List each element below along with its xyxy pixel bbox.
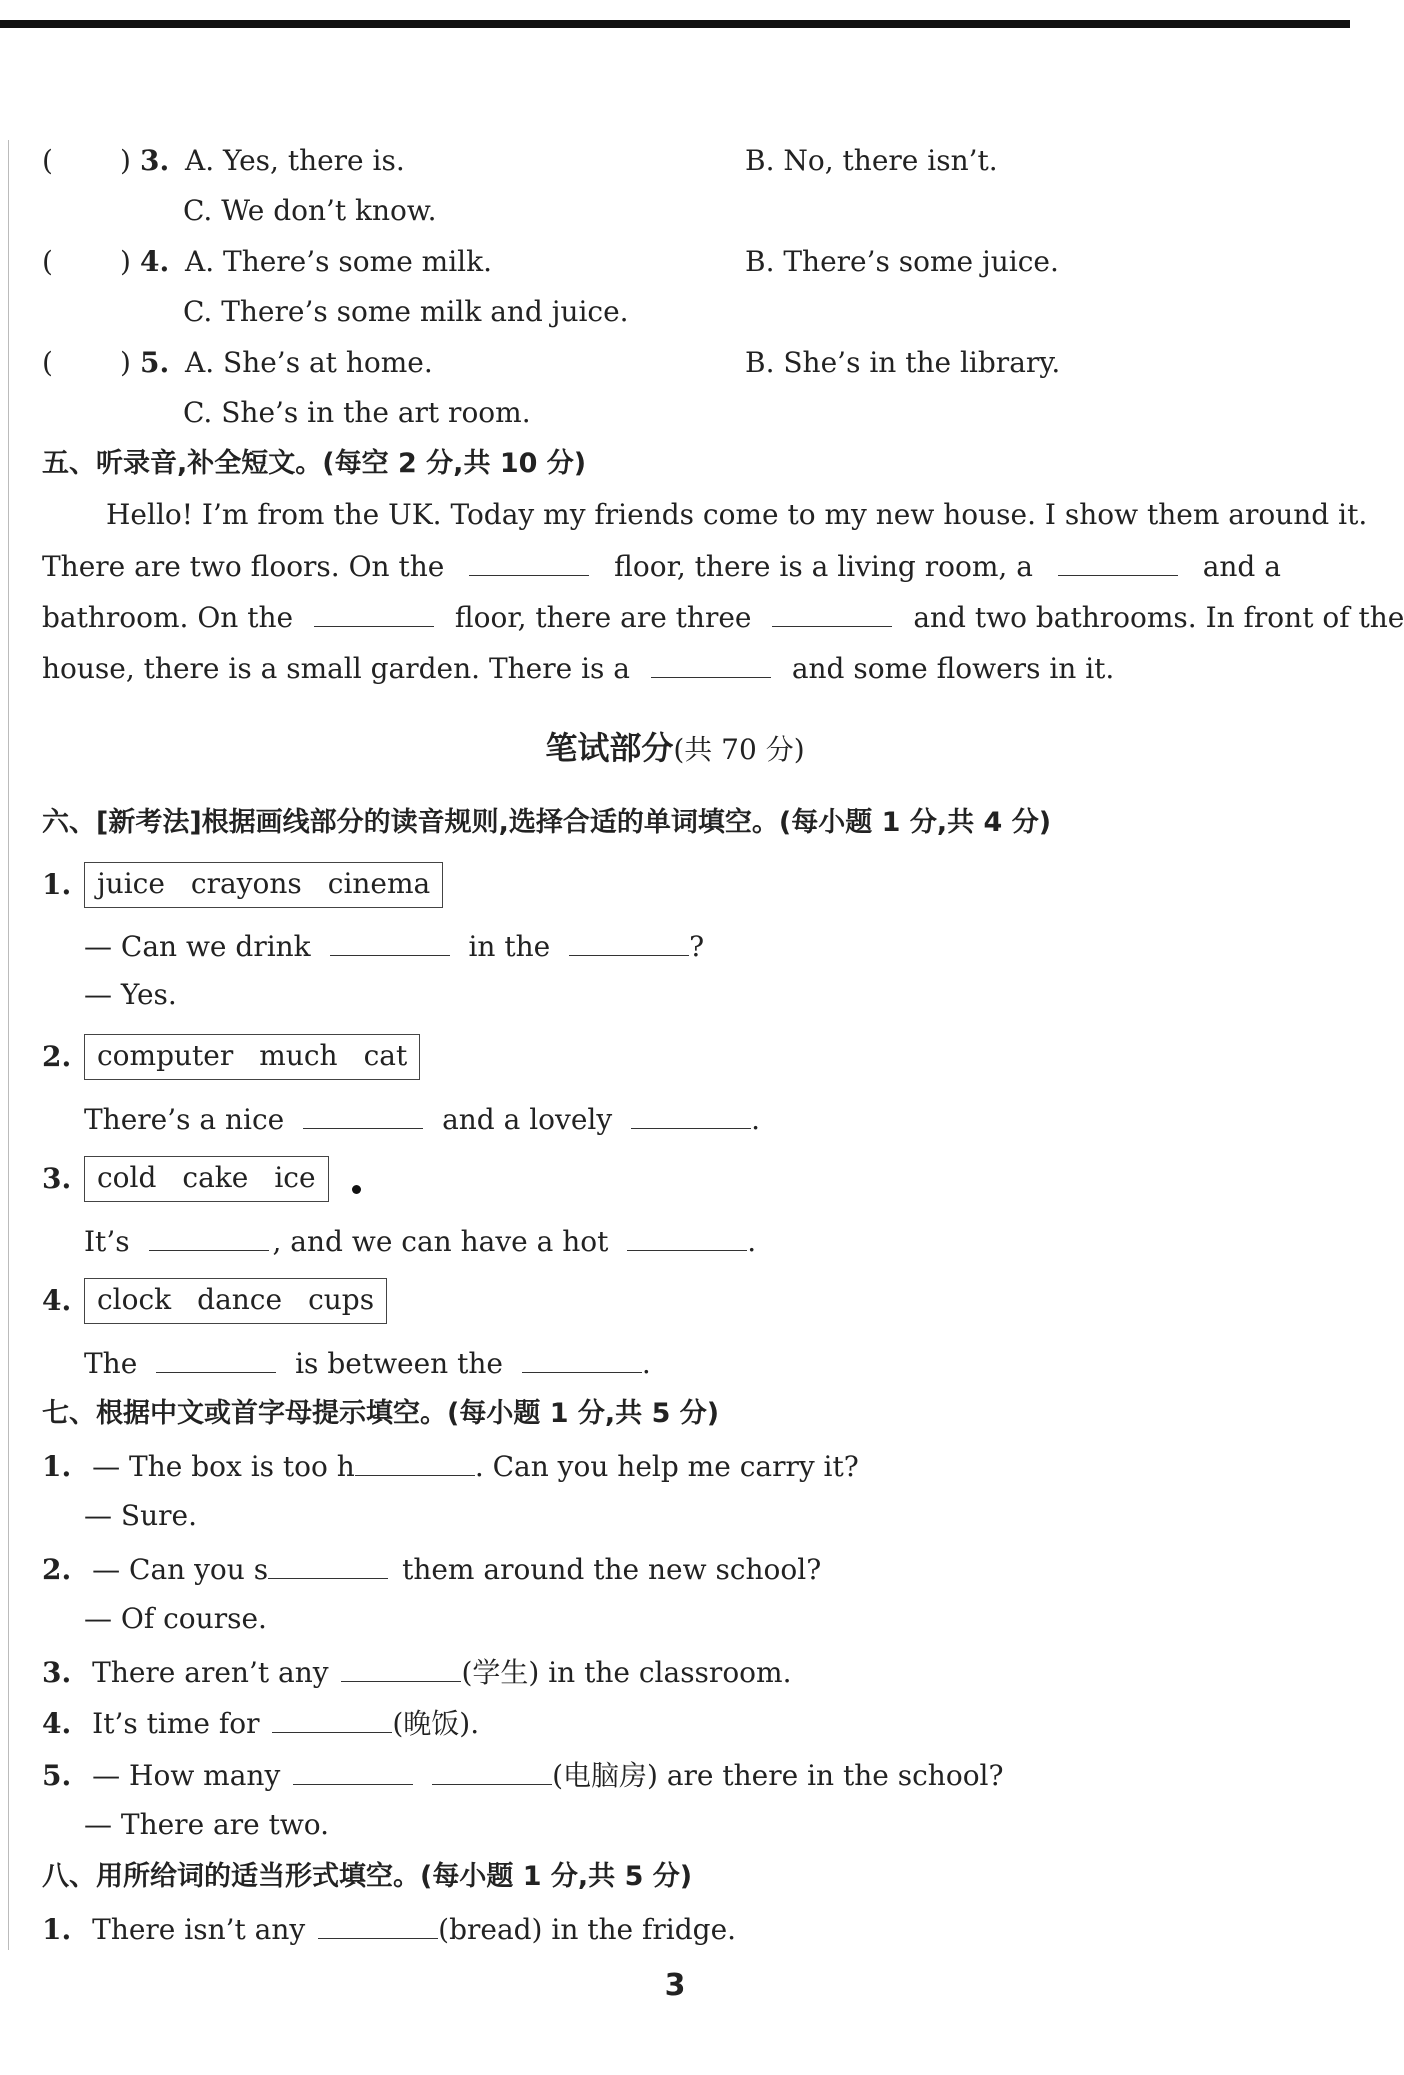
sentence-text: — Can we drink: [84, 930, 311, 963]
sentence-text: There aren’t any: [92, 1656, 329, 1689]
question-number: 4.: [42, 1707, 72, 1740]
sentence-text: (学生) in the classroom.: [461, 1656, 792, 1689]
blank[interactable]: [355, 1445, 475, 1476]
sentence-text: . Can you help me carry it?: [474, 1450, 859, 1483]
sentence-text: (晚饭).: [392, 1707, 480, 1740]
question-number: 1.: [42, 1450, 72, 1483]
blank-2[interactable]: [1058, 545, 1178, 576]
blank[interactable]: [627, 1220, 747, 1251]
question-number: 5.: [140, 346, 170, 379]
top-rule: [0, 20, 1350, 28]
word: much: [259, 1039, 338, 1072]
ink-dot: [352, 1185, 361, 1194]
blank[interactable]: [156, 1342, 276, 1373]
blank-4[interactable]: [772, 596, 892, 627]
question-number: 4.: [42, 1284, 72, 1317]
blank[interactable]: [268, 1548, 388, 1579]
page-number: 3: [664, 1968, 686, 2003]
passage-text: and two bathrooms. In front of the: [913, 601, 1404, 634]
word: cold: [97, 1161, 157, 1194]
sentence-text: — How many: [92, 1759, 281, 1792]
word: cups: [308, 1283, 375, 1316]
question-number: 3.: [140, 144, 170, 177]
section8-title: 八、用所给词的适当形式填空。(每小题 1 分,共 5 分): [42, 1861, 693, 1892]
word-box: [84, 1156, 329, 1202]
blank[interactable]: [631, 1098, 751, 1129]
word: cinema: [327, 867, 431, 900]
answer-paren[interactable]: (: [42, 144, 53, 177]
blank[interactable]: [303, 1098, 423, 1129]
sentence-text: .: [641, 1347, 651, 1380]
answer-paren[interactable]: (: [42, 346, 53, 379]
option-c: C. We don’t know.: [183, 194, 437, 227]
option-a: A. There’s some milk.: [185, 245, 493, 278]
word: clock: [97, 1283, 172, 1316]
blank[interactable]: [341, 1651, 461, 1682]
word: crayons: [190, 867, 302, 900]
sentence-text: them around the new school?: [402, 1553, 822, 1586]
margin-line: [8, 140, 9, 1950]
passage-text: and some flowers in it.: [791, 652, 1115, 685]
sentence-text: It’s: [84, 1225, 130, 1258]
sentence-text: There’s a nice: [84, 1103, 285, 1136]
passage-text: bathroom. On the: [42, 601, 294, 634]
sentence-text: .: [747, 1225, 757, 1258]
blank-1[interactable]: [469, 545, 589, 576]
blank[interactable]: [149, 1220, 269, 1251]
passage-text: floor, there is a living room, a: [614, 550, 1033, 583]
blank[interactable]: [522, 1342, 642, 1373]
sentence-text: .: [751, 1103, 760, 1136]
passage-line-1: Hello! I’m from the UK. Today my friends come to my new house. I show them around it.: [106, 498, 1368, 531]
option-b: B. She’s in the library.: [745, 346, 1061, 379]
sentence-text: The: [84, 1347, 138, 1380]
option-c: C. She’s in the art room.: [183, 396, 531, 429]
option-c: C. There’s some milk and juice.: [183, 295, 629, 328]
reply-text: — Yes.: [84, 978, 177, 1011]
option-a: A. She’s at home.: [185, 346, 433, 379]
blank[interactable]: [318, 1908, 438, 1939]
blank[interactable]: [272, 1702, 392, 1733]
option-b: B. No, there isn’t.: [745, 144, 998, 177]
passage-text: floor, there are three: [454, 601, 752, 634]
sentence-text: in the: [468, 930, 551, 963]
word: dance: [197, 1283, 283, 1316]
sentence-text: (bread) in the fridge.: [438, 1913, 737, 1946]
word: juice: [97, 867, 165, 900]
sentence-text: and a lovely: [442, 1103, 613, 1136]
sentence-text: It’s time for: [92, 1707, 260, 1740]
section7-title: 七、根据中文或首字母提示填空。(每小题 1 分,共 5 分): [42, 1398, 720, 1429]
sentence-text: There isn’t any: [92, 1913, 306, 1946]
word-box: [84, 1034, 420, 1080]
word-box: [84, 1278, 387, 1324]
sentence-text: ?: [689, 930, 705, 963]
passage-text: There are two floors. On the: [42, 550, 445, 583]
blank-5[interactable]: [651, 647, 771, 678]
sentence-text: , and we can have a hot: [272, 1225, 609, 1258]
option-b: B. There’s some juice.: [745, 245, 1059, 278]
question-number: 1.: [42, 868, 72, 901]
answer-paren[interactable]: (: [42, 245, 53, 278]
section5-title: 五、听录音,补全短文。(每空 2 分,共 10 分): [42, 448, 587, 479]
reply-text: — Of course.: [84, 1602, 267, 1635]
sentence-text: (电脑房) are there in the school?: [552, 1759, 1004, 1792]
reply-text: — Sure.: [84, 1499, 197, 1532]
word-box: [84, 862, 443, 908]
word: cat: [363, 1039, 408, 1072]
blank-3[interactable]: [314, 596, 434, 627]
reply-text: — There are two.: [84, 1808, 330, 1841]
question-number: 1.: [42, 1913, 72, 1946]
blank[interactable]: [293, 1754, 413, 1785]
option-a: A. Yes, there is.: [185, 144, 405, 177]
written-part-title: 笔试部分: [545, 729, 674, 767]
written-part-header: [0, 728, 1350, 770]
word: cake: [182, 1161, 249, 1194]
sentence-text: is between the: [295, 1347, 503, 1380]
blank[interactable]: [432, 1754, 552, 1785]
question-number: 5.: [42, 1759, 72, 1792]
written-part-score: (共 70 分): [673, 733, 805, 766]
passage-text: and a: [1202, 550, 1281, 583]
question-number: 4.: [140, 245, 170, 278]
blank[interactable]: [569, 925, 689, 956]
question-number: 3.: [42, 1162, 72, 1195]
sentence-text: — The box is too h: [92, 1450, 355, 1483]
blank[interactable]: [330, 925, 450, 956]
word: computer: [97, 1039, 234, 1072]
section6-title: 六、[新考法]根据画线部分的读音规则,选择合适的单词填空。(每小题 1 分,共 4 分): [42, 807, 1052, 838]
question-number: 2.: [42, 1553, 72, 1586]
question-number: 2.: [42, 1040, 72, 1073]
word: ice: [274, 1161, 316, 1194]
sentence-text: — Can you s: [92, 1553, 269, 1586]
question-number: 3.: [42, 1656, 72, 1689]
passage-text: house, there is a small garden. There is a: [42, 652, 630, 685]
